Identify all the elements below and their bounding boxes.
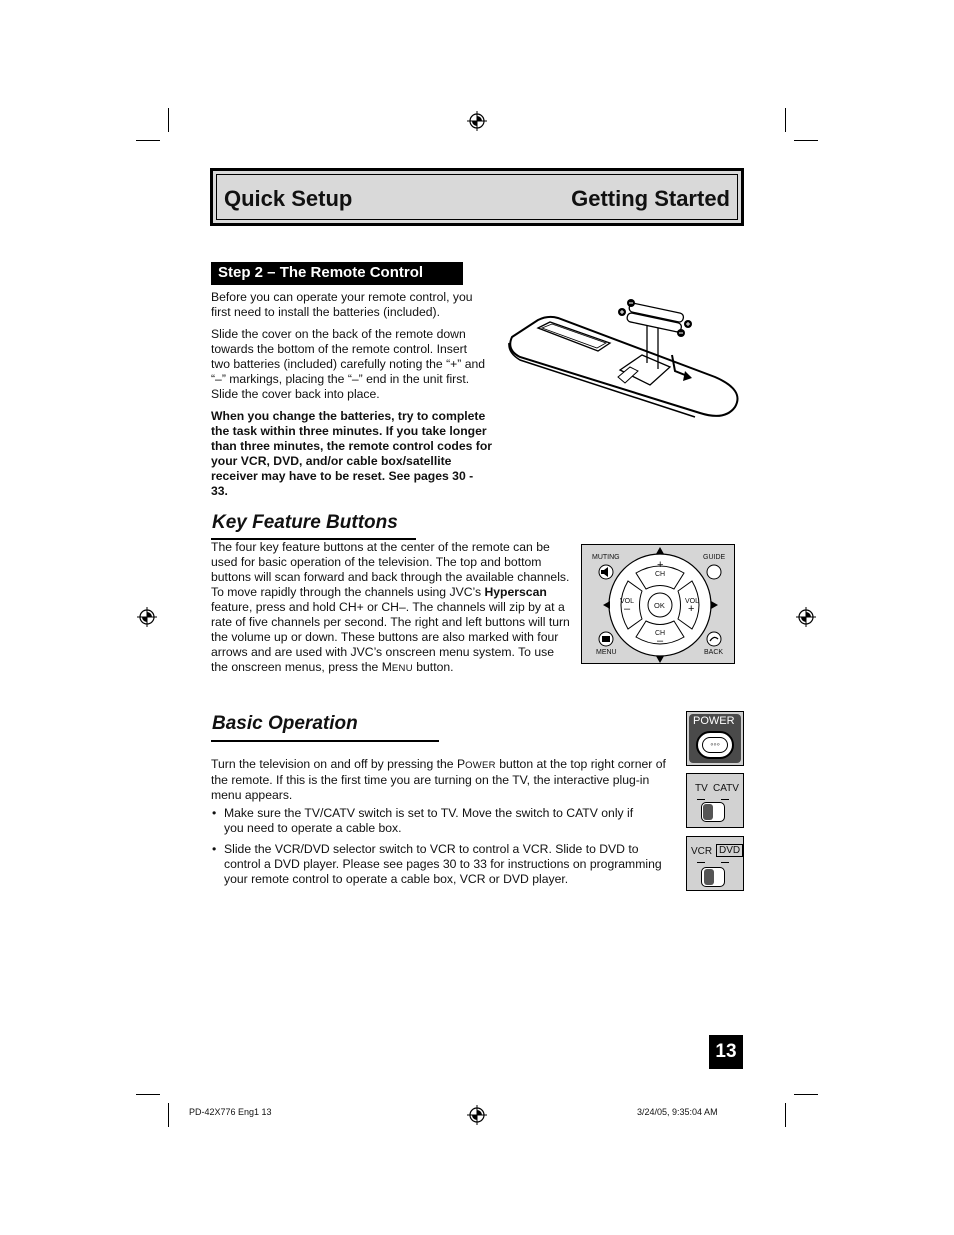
key-buttons-diagram: MUTING GUIDE MENU BACK + CH CH – VOL – VOL + OK	[581, 544, 735, 664]
header-right-title: Getting Started	[571, 186, 730, 211]
crop-mark	[136, 140, 160, 141]
bullet-vcr-dvd: • Slide the VCR/DVD selector switch to VCR to control a VCR. Slide to DVD to control a DVD player. Please see pages 30 to 33 for instructions on programming your remote control to operate a cable box, VCR or DVD player.	[212, 842, 662, 886]
catv-label: CATV	[713, 783, 739, 794]
remote-battery-illustration	[500, 295, 745, 425]
basic-operation-intro: Turn the television on and off by pressing the POWER button at the top right corner of the remote. If this is the first time you are turning on the TV, the interactive plug-in menu appears.	[211, 757, 666, 802]
crop-mark	[168, 1103, 169, 1127]
step2-heading: Step 2 – The Remote Control	[211, 262, 463, 285]
vcr-label: VCR	[691, 846, 713, 857]
page-number: 13	[709, 1035, 743, 1069]
arrow-left-icon	[603, 601, 610, 609]
arrow-down-icon	[656, 656, 664, 663]
crop-mark	[168, 108, 169, 132]
footer-file-info: PD-42X776 Eng1 13	[189, 1107, 272, 1117]
crop-mark	[794, 1094, 818, 1095]
step2-warning: When you change the batteries, try to complete the task within three minutes. If you take longer than three minutes, the remote control codes for your VCR, DVD, and/or cable box/satellite receiver may have to be reset. See pages 30 - 33.	[211, 409, 493, 498]
step2-instructions: Slide the cover on the back of the remote down towards the bottom of the remote control. Insert two batteries (included) carefully noting the “+” and “–” markings, placing the “–” end in the unit first. Slide the cover back into place.	[211, 327, 486, 401]
basic-operation-rule	[211, 740, 439, 742]
power-label: POWER	[693, 715, 735, 727]
header-left-title: Quick Setup	[224, 186, 353, 211]
bullet-tv-catv: • Make sure the TV/CATV switch is set to TV. Move the switch to CATV only if you need to operate a cable box.	[212, 806, 634, 835]
registration-mark-icon	[137, 607, 157, 627]
vcr-dvd-switch-image	[686, 836, 744, 891]
power-button-image: POWER ◦◦◦	[686, 711, 744, 766]
tv-label: TV	[695, 783, 708, 794]
arrow-up-icon	[656, 547, 664, 554]
crop-mark	[136, 1094, 160, 1095]
dvd-label: DVD	[716, 844, 743, 857]
page-header	[210, 168, 744, 226]
registration-mark-icon	[467, 1105, 487, 1125]
key-feature-text: The four key feature buttons at the center of the remote can be used for basic operation of the television. The top and bottom buttons will scan forward and back through the available channels. To move rapidly through the channels using JVC’s Hyperscan feature, press and hold CH+ or CH–. The channels will zip by at a rate of five channels per second. The right and left buttons will turn the volume up or down. These buttons are also marked with four arrows and are used with JVC’s onscreen menu system. To use the onscreen menus, press the MENU button.	[211, 540, 570, 674]
tv-catv-switch-image	[686, 773, 744, 828]
step2-intro: Before you can operate your remote control, you first need to install the batteries (included).	[211, 290, 473, 319]
basic-operation-title: Basic Operation	[212, 713, 358, 734]
back-button	[707, 632, 721, 646]
guide-button	[707, 565, 721, 579]
crop-mark	[794, 140, 818, 141]
footer-timestamp: 3/24/05, 9:35:04 AM	[637, 1107, 718, 1117]
arrow-right-icon	[711, 601, 718, 609]
crop-mark	[785, 108, 786, 132]
registration-mark-icon	[796, 607, 816, 627]
crop-mark	[785, 1103, 786, 1127]
registration-mark-icon	[467, 111, 487, 131]
key-feature-title: Key Feature Buttons	[212, 512, 398, 533]
